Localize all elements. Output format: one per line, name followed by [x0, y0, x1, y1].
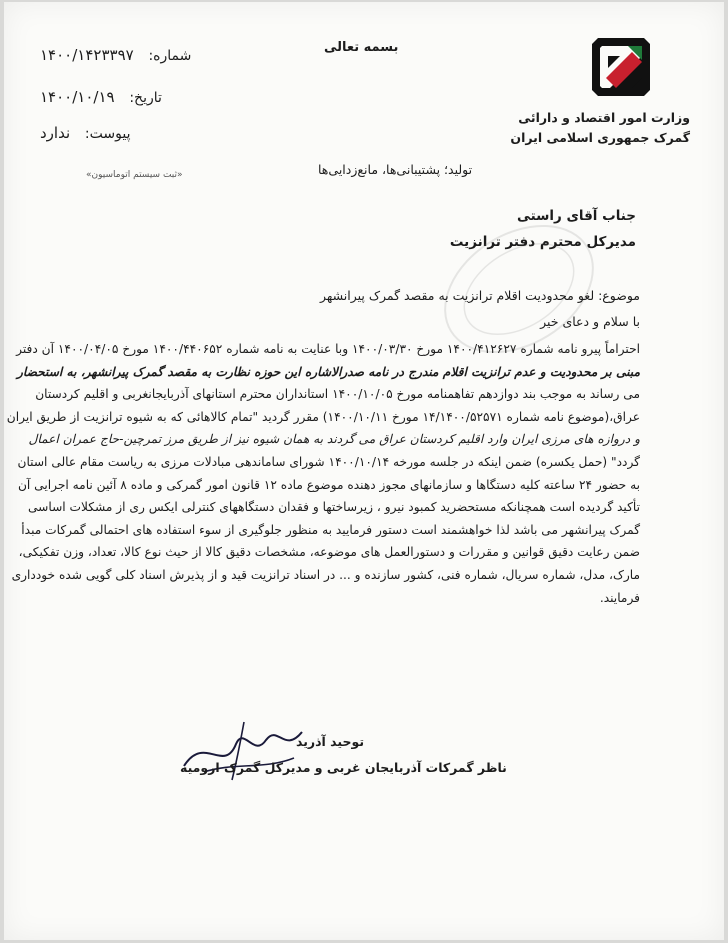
- attachment-label: پیوست:: [84, 126, 131, 142]
- body-line: گمرک پیرانشهر می باشد لذا خواهشمند است دستور فرمایید به منظور جلوگیری از سوء استفاده های احتمالی گمرکات مبدأ: [21, 522, 640, 537]
- body-line: گردد" (حمل یکسره) ضمن اینکه در جلسه مورخه ۱۴۰۰/۱۰/۱۴ شورای ساماندهی مبادلات مرزی به ریاست مقام عالی استان: [17, 454, 640, 469]
- body-line: مارک، مدل، شماره سریال، شماره فنی، کشور سازنده و ... در اسناد ترانزیت قید و از پذیرش اسناد کلی گویی شده خودداری: [11, 567, 640, 582]
- addressee-title: مدیرکل محترم دفتر ترانزیت: [449, 234, 636, 250]
- body-line: احتراماً پیرو نامه شماره ۱۴۰۰/۴۱۲۶۲۷ مورخ ۱۴۰۰/۰۳/۳۰ وبا عنایت به نامه شماره ۱۴۰۰/۴۴۰۶۵۲ مورخ ۱۴۰۰/۰۴/۰۵ آن دفتر: [16, 342, 640, 356]
- basmala-heading: بسمه تعالی: [324, 40, 399, 55]
- body-line: تأکید گردیده است همچنانکه مستحضرید کمبود نیرو ، زیرساختها و فقدان دستگاههای کنترلی ایکس ری از مشکلات اساسی: [27, 500, 640, 515]
- letter-attachment: [40, 124, 130, 142]
- signer-name: توحید آذرید: [296, 734, 365, 749]
- body-line: می رساند به موجب بند دوازدهم تفاهمنامه مورخ ۱۴۰۰/۱۰/۰۵ استانداران محترم استانهای آذربایجانغربی و اقلیم کردستان: [35, 387, 640, 402]
- letter-page: [4, 2, 724, 940]
- body-line: مبنی بر محدودیت و عدم ترانزیت اقلام مندرج در نامه صدرالاشاره این حوزه نظارت به مقصد گمرک پیرانشهر، به استحضار: [17, 364, 640, 379]
- org-line-customs: گمرک جمهوری اسلامی ایران: [510, 130, 690, 145]
- signer-title: ناظر گمرکات آذربایجان غربی و مدیرکل گمرک ارومیه: [180, 760, 507, 775]
- number-value: ۱۴۰۰/۱۴۲۳۳۹۷: [40, 46, 134, 64]
- letter-date: [40, 88, 162, 106]
- org-line-ministry: وزارت امور اقتصاد و دارائی: [518, 110, 690, 125]
- customs-logo: [588, 34, 654, 100]
- body-line: ضمن رعایت دقیق قوانین و مقررات و دستورالعمل های موضوعه، مشخصات دقیق کالا از حیث نوع کالا، تعداد، وزن تفکیکی،: [18, 545, 640, 560]
- body-line: به حضور ۲۴ ساعته کلیه دستگاها و سازمانهای مجوز دهنده موضوع ماده ۱۲ قانون امور گمرکی و ماده ۸ آئین نامه اجرایی آن: [17, 477, 640, 492]
- subject-line: موضوع: لغو محدودیت اقلام ترانزیت به مقصد گمرک پیرانشهر: [319, 288, 640, 303]
- production-slogan: تولید؛ پشتیبانی‌ها، مانع‌زدایی‌ها: [318, 162, 473, 177]
- body-line: و دروازه های مرزی ایران وارد اقلیم کردستان عراق می گردند به همان شیوه نیز از طریق مرز تمرچین-حاج عمران اعمال: [28, 432, 640, 447]
- number-label: شماره:: [148, 48, 192, 64]
- body-line: فرمایند.: [599, 590, 640, 605]
- date-value: ۱۴۰۰/۱۰/۱۹: [40, 88, 115, 106]
- date-label: تاریخ:: [129, 90, 162, 106]
- addressee-name: جناب آقای راستی: [516, 208, 636, 224]
- body-line: عراق،(موضوع نامه شماره ۱۴/۱۴۰۰/۵۲۵۷۱ مورخ ۱۴۰۰/۱۰/۱۱) مقرر گردید "تمام کالاهائی که به شیوه ترانزیت از طریق ایران: [6, 409, 640, 424]
- letter-body: [6, 338, 640, 609]
- automation-note: «ثبت سیستم اتوماسیون»: [86, 170, 183, 180]
- greeting-line: با سلام و دعای خیر: [540, 314, 640, 329]
- attachment-value: ندارد: [40, 124, 71, 142]
- letter-number: [40, 46, 191, 64]
